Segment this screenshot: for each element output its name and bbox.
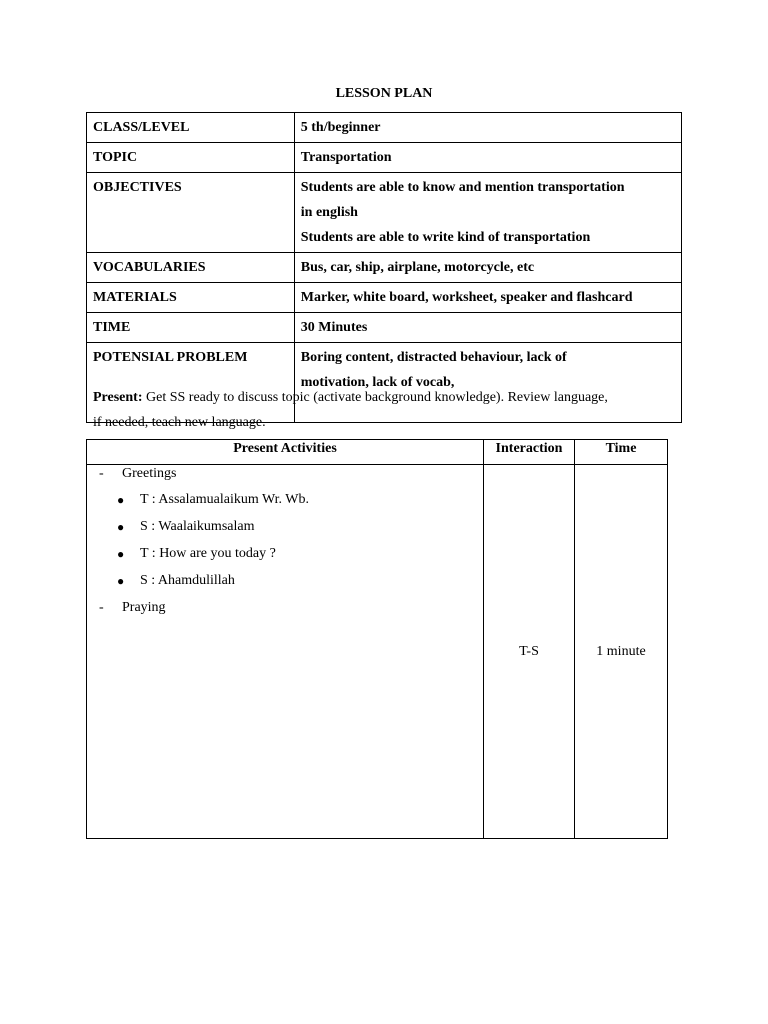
info-row	[87, 113, 682, 143]
header-present-activities: Present Activities	[87, 440, 484, 465]
info-value-line: 5 th/beginner	[300, 120, 381, 135]
info-label: TOPIC	[87, 143, 295, 173]
info-label: CLASS/LEVEL	[87, 113, 295, 143]
present-text-line2: if needed, teach new language.	[93, 415, 266, 430]
info-row	[87, 173, 682, 253]
info-value-line: Transportation	[300, 150, 392, 165]
info-value-line: Boring content, distracted behaviour, lack of	[300, 350, 567, 365]
activity-label: Greetings	[122, 466, 177, 481]
info-row	[87, 143, 682, 173]
info-label: VOCABULARIES	[87, 253, 295, 283]
info-value-line: Bus, car, ship, airplane, motorcycle, etc	[300, 260, 535, 275]
info-value	[294, 173, 681, 253]
dash-marker: -	[99, 466, 104, 481]
bullet-icon: ●	[117, 574, 125, 588]
info-value-line: Students are able to write kind of transportation	[300, 230, 591, 245]
info-label: OBJECTIVES	[87, 173, 295, 253]
info-row	[87, 253, 682, 283]
bullet-icon: ●	[117, 520, 125, 534]
present-note	[93, 385, 673, 435]
info-value	[294, 143, 681, 173]
info-value	[294, 113, 681, 143]
info-value-line: 30 Minutes	[300, 320, 368, 335]
activity-praying	[87, 599, 483, 625]
activity-header-row	[87, 440, 668, 465]
interaction-cell: T-S	[484, 465, 575, 839]
info-value	[294, 253, 681, 283]
info-label: POTENSIAL PROBLEM	[87, 343, 295, 423]
bullet-text: S : Waalaikumsalam	[140, 519, 255, 534]
bullet-text: S : Ahamdulillah	[140, 573, 235, 588]
header-interaction: Interaction	[484, 440, 575, 465]
bullet-icon: ●	[117, 493, 125, 507]
bullet-text: T : How are you today ?	[140, 546, 276, 561]
activity-row	[87, 465, 668, 839]
bullet-icon: ●	[117, 547, 125, 561]
activity-greetings	[87, 465, 483, 491]
info-value-line: in english	[300, 205, 358, 220]
activity-cell	[87, 465, 484, 839]
dash-marker: -	[99, 600, 104, 615]
greeting-bullet-item	[87, 491, 483, 518]
info-value	[294, 313, 681, 343]
info-value-line: Marker, white board, worksheet, speaker and flashcard	[300, 290, 633, 305]
greeting-bullets	[87, 491, 483, 599]
header-time: Time	[575, 440, 668, 465]
info-label: TIME	[87, 313, 295, 343]
bullet-text: T : Assalamualaikum Wr. Wb.	[140, 492, 309, 507]
greeting-bullet-item	[87, 518, 483, 545]
lesson-info-table	[86, 112, 682, 423]
info-value-line: Students are able to know and mention transportation	[300, 180, 625, 195]
info-row	[87, 283, 682, 313]
info-row	[87, 313, 682, 343]
time-cell: 1 minute	[575, 465, 668, 839]
info-value	[294, 283, 681, 313]
greeting-bullet-item	[87, 572, 483, 599]
info-value-line: motivation, lack of vocab,	[300, 375, 455, 390]
activity-label: Praying	[122, 600, 166, 615]
present-label: Present:	[93, 390, 143, 405]
present-text-line1: Get SS ready to discuss topic (activate background knowledge). Review language,	[142, 390, 608, 405]
page-title: LESSON PLAN	[335, 86, 433, 101]
greeting-bullet-item	[87, 545, 483, 572]
info-label: MATERIALS	[87, 283, 295, 313]
present-activity-table	[86, 439, 668, 839]
